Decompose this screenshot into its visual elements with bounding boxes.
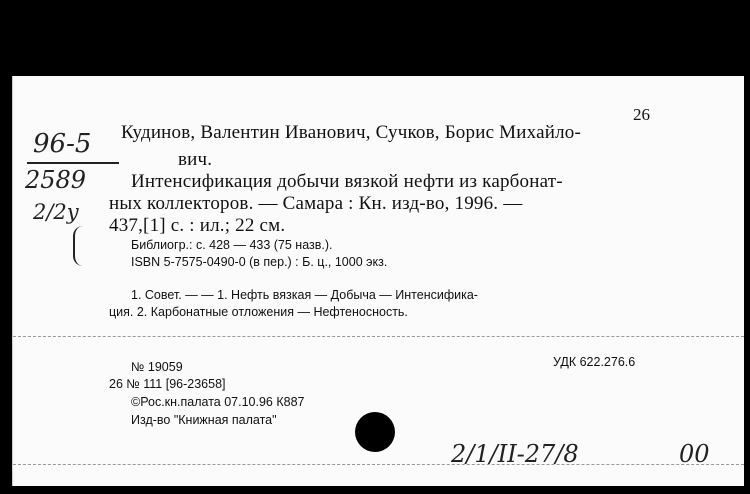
subjects-line1: 1. Совет. — — 1. Нефть вязкая — Добыча — Интенсифика- [131,288,478,302]
copyright-line: ©Рос.кн.палата 07.10.96 К887 [131,395,305,409]
handwritten-bottom-right: 00 [679,440,710,468]
handwritten-bracket [73,226,89,266]
bibliography: Библиогр.: с. 428 — 433 (75 назв.). [131,238,333,252]
udc: УДК 622.276.6 [553,355,636,369]
shelfmark-line2: 2589 [25,166,87,194]
punch-hole [355,412,395,452]
card-number: 26 [633,105,650,124]
divider [13,336,744,337]
record-number: № 19059 [131,360,183,374]
title-line3: 437,[1] с. : ил.; 22 см. [109,215,286,236]
reference-line: 26 № 111 [96-23658] [109,377,226,391]
shelfmark-underline [27,162,119,164]
handwritten-bottom: 2/1/II-27/8 [451,440,579,468]
bottom-divider [13,464,744,465]
author-line1: Кудинов, Валентин Иванович, Сучков, Борис Михайло- [121,122,581,143]
publisher-line: Изд-во "Книжная палата" [131,413,277,427]
title-line1: Интенсификация добычи вязкой нефти из карбонат- [131,171,563,192]
isbn: ISBN 5-7575-0490-0 (в пер.) : Б. ц., 1000 экз. [131,255,388,269]
shelfmark-line3: 2/2y [33,200,79,224]
subjects-line2: ция. 2. Карбонатные отложения — Нефтеносность. [109,305,408,319]
title-line2: ных коллекторов. — Самара : Кн. изд-во, 1996. — [109,193,523,214]
shelfmark-line1: 96-5 [33,129,92,159]
author-line2: вич. [178,149,213,170]
